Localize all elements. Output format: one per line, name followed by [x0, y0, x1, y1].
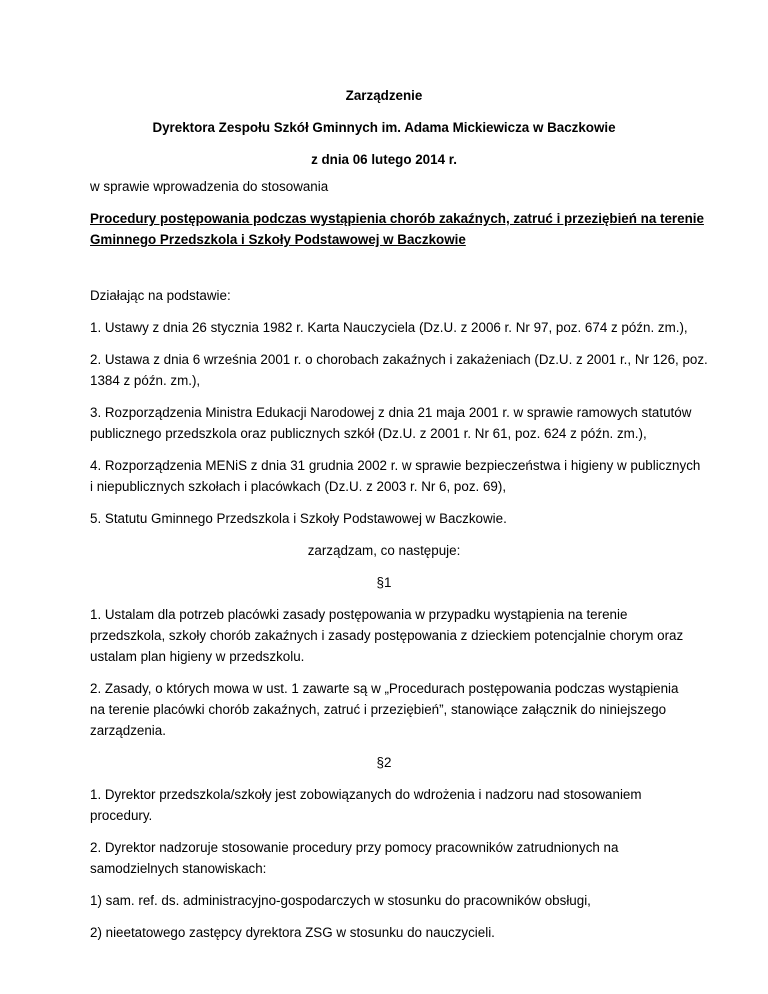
section-1-paragraph-1-line-1: 1. Ustalam dla potrzeb placówki zasady postępowania w przypadku wystąpienia na terenie — [90, 607, 628, 622]
section-2-symbol: §2 — [376, 755, 392, 770]
section-1-paragraph-2-line-3: zarządzenia. — [90, 723, 166, 738]
section-1-symbol: §1 — [376, 575, 392, 590]
subject-title-line-2: Gminnego Przedszkola i Szkoły Podstawowej w Baczkowie — [90, 232, 466, 247]
basis-intro: Działając na podstawie: — [90, 288, 231, 303]
section-1-paragraph-1-line-3: ustalam plan higieny w przedszkolu. — [90, 649, 305, 664]
section-2-paragraph-1-line-1: 1. Dyrektor przedszkola/szkoły jest zobowiązanych do wdrożenia i nadzoru nad stosowaniem — [90, 787, 642, 802]
basis-item-4-line-1: 4. Rozporządzenia MENiS z dnia 31 grudnia 2002 r. w sprawie bezpieczeństwa i higieny w publicznych — [90, 458, 701, 473]
basis-item-1: 1. Ustawy z dnia 26 stycznia 1982 r. Karta Nauczyciela (Dz.U. z 2006 r. Nr 97, poz. 674 z późn. zm.), — [90, 320, 688, 335]
section-2-paragraph-2-line-1: 2. Dyrektor nadzoruje stosowanie procedury przy pomocy pracowników zatrudnionych na — [90, 840, 619, 855]
subject-intro: w sprawie wprowadzenia do stosowania — [90, 179, 329, 194]
section-1-paragraph-2-line-1: 2. Zasady, o których mowa w ust. 1 zawarte są w „Procedurach postępowania podczas wystąpienia — [90, 681, 679, 696]
basis-item-5: 5. Statutu Gminnego Przedszkola i Szkoły Podstawowej w Baczkowie. — [90, 511, 507, 526]
document-title: Zarządzenie — [345, 88, 423, 103]
section-2-item-1: 1) sam. ref. ds. administracyjno-gospodarczych w stosunku do pracowników obsługi, — [90, 893, 591, 908]
basis-item-3-line-2: publicznego przedszkola oraz publicznych szkół (Dz.U. z 2001 r. Nr 61, poz. 624 z późn. zm.), — [90, 426, 647, 441]
section-1-paragraph-2-line-2: na terenie placówki chorób zakaźnych, zatruć i przeziębień”, stanowiące załącznik do niniejszego — [90, 702, 667, 717]
section-2-item-2: 2) nieetatowego zastępcy dyrektora ZSG w stosunku do nauczycieli. — [90, 925, 495, 940]
document-date: z dnia 06 lutego 2014 r. — [311, 152, 457, 167]
basis-item-2-line-1: 2. Ustawa z dnia 6 września 2001 r. o chorobach zakaźnych i zakażeniach (Dz.U. z 2001 r., Nr 126, poz. — [90, 352, 708, 367]
section-2-paragraph-2-line-2: samodzielnych stanowiskach: — [90, 861, 267, 876]
basis-item-2-line-2: 1384 z późn. zm.), — [90, 373, 201, 388]
document-issuer: Dyrektora Zespołu Szkół Gminnych im. Adama Mickiewicza w Baczkowie — [152, 120, 616, 135]
basis-item-4-line-2: i niepublicznych szkołach i placówkach (Dz.U. z 2003 r. Nr 6, poz. 69), — [90, 479, 507, 494]
decree-phrase: zarządzam, co następuje: — [307, 543, 461, 558]
section-2-paragraph-1-line-2: procedury. — [90, 808, 153, 823]
subject-title-line-1: Procedury postępowania podczas wystąpienia chorób zakaźnych, zatruć i przeziębień na terenie — [90, 211, 704, 226]
section-1-paragraph-1-line-2: przedszkola, szkoły chorób zakaźnych i zasady postępowania z dzieckiem potencjalnie chorym oraz — [90, 628, 684, 643]
basis-item-3-line-1: 3. Rozporządzenia Ministra Edukacji Narodowej z dnia 21 maja 2001 r. w sprawie ramowych statutów — [90, 405, 692, 420]
